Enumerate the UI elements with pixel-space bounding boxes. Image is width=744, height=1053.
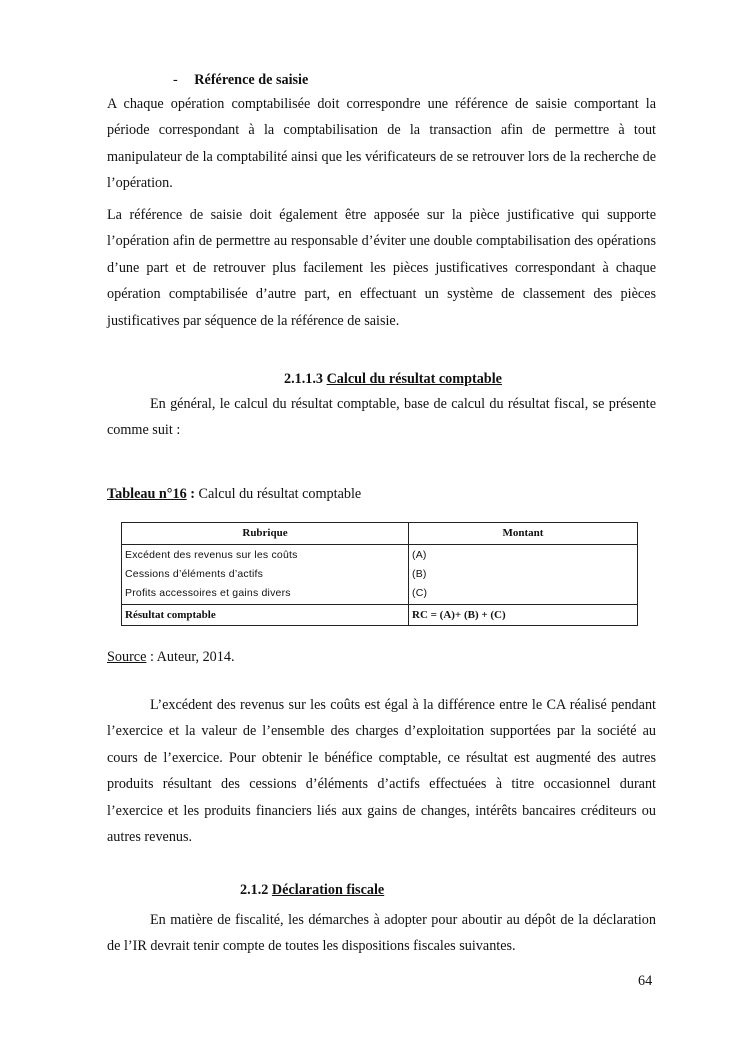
body-paragraph: L’excédent des revenus sur les coûts est égal à la différence entre le CA réalisé pendant l’exercice et la valeur de l’ensemble des charges d’exploitation supportées par la société au cours de l’exercice. Pour obtenir le bénéfice comptable, ce résultat est augmenté des autres produits résultant des cessions d’éléments d’actifs effectuées à titre occasionnel durant l’exercice et les produits financiers liés aux gains de changes, intérêts bancaires créditeurs ou autres revenus. [107, 697, 656, 846]
total-montant: RC = (A)+ (B) + (C) [409, 605, 638, 626]
rubrique-cell [122, 545, 409, 605]
closing-paragraph: En matière de fiscalité, les démarches à adopter pour aboutir au dépôt de la déclaration de l’IR devrait tenir compte de toutes les dispositions fiscales suivantes. [107, 912, 656, 955]
total-rubrique: Résultat comptable [122, 605, 409, 626]
intro-paragraph: En général, le calcul du résultat comptable, base de calcul du résultat fiscal, se présente comme suit : [107, 396, 656, 439]
table-row [122, 545, 638, 605]
result-table [121, 522, 638, 626]
heading-title: Déclaration fiscale [271, 882, 385, 898]
header-rubrique: Rubrique [122, 523, 409, 545]
rubrique-item: Cessions d’éléments d’actifs [125, 568, 264, 580]
page-number: 64 [638, 973, 653, 989]
heading-declaration-fiscale [240, 881, 384, 899]
table-caption-separator: : [186, 486, 195, 502]
heading-number: 2.1.2 [240, 882, 269, 898]
heading-number: 2.1.1.3 [284, 371, 324, 387]
table-total-row [122, 605, 638, 626]
paragraph-1: A chaque opération comptabilisée doit correspondre une référence de saisie comportant la période correspondant à la comptabilisation de la transaction afin de permettre à tout manipulateur de la comptabilité ainsi que les vérificateurs de se retrouver lors de la recherche de l’opération. [107, 96, 656, 192]
heading-calcul-resultat [284, 370, 502, 388]
source-label: Source [107, 649, 147, 665]
montant-item: (A) [412, 549, 427, 561]
source-line [107, 648, 235, 666]
header-montant: Montant [409, 523, 638, 545]
table-caption [107, 485, 361, 503]
table-header-row [122, 523, 638, 545]
montant-cell [409, 545, 638, 605]
table-caption-label: Tableau n°16 [107, 486, 187, 502]
source-text: : Auteur, 2014. [146, 649, 235, 665]
table-caption-text: Calcul du résultat comptable [194, 486, 362, 502]
bullet-dash: - [173, 72, 178, 88]
paragraph-2: La référence de saisie doit également être apposée sur la pièce justificative qui supporte l’opération afin de permettre au responsable d’éviter une double comptabilisation des opérations d’une part et de retrouver plus facilement les pièces justificatives correspondant à chaque opération comptabilisée d’autre part, en effectuant un système de classement des pièces justificatives par séquence de la référence de saisie. [107, 207, 656, 329]
rubrique-item: Excédent des revenus sur les coûts [125, 549, 298, 561]
rubrique-item: Profits accessoires et gains divers [125, 587, 291, 599]
section-bullet [173, 71, 308, 89]
section-title: Référence de saisie [194, 72, 309, 88]
heading-title: Calcul du résultat comptable [326, 371, 502, 387]
montant-item: (B) [412, 568, 427, 580]
montant-item: (C) [412, 587, 428, 599]
